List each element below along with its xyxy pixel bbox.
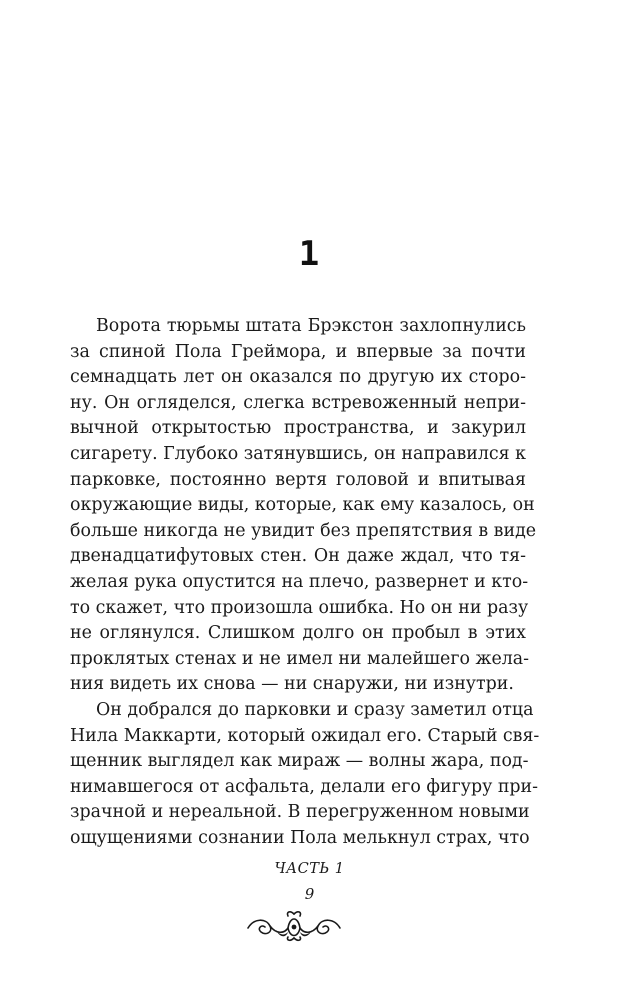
flourish-ornament-icon <box>246 908 342 944</box>
text-line: окружающие виды, которые, как ему казалось, он <box>70 495 535 516</box>
text-line: вычной открытостью пространства, и закурил <box>70 418 526 439</box>
chapter-text <box>70 314 540 851</box>
text-line: за спиной Пола Греймора, и впервые за почти <box>70 341 526 362</box>
text-line: ния видеть их снова — ни снаружи, ни изнутри. <box>70 674 514 695</box>
text-line: больше никогда не увидит без препятствия в виде <box>70 520 537 541</box>
text-line: желая рука опустится на плечо, развернет и кто- <box>70 571 529 592</box>
page-number: 9 <box>304 885 315 903</box>
text-line: Нила Маккарти, который ожидал его. Старый свя- <box>70 725 540 746</box>
text-line: щенник выглядел как мираж — волны жара, под- <box>70 751 529 772</box>
text-line: семнадцать лет он оказался по другую их сторо- <box>70 367 526 388</box>
text-line: то скажет, что произошла ошибка. Но он ни разу <box>70 597 529 618</box>
chapter-number: 1 <box>298 234 321 274</box>
text-line: сигарету. Глубоко затянувшись, он направился к <box>70 443 527 464</box>
text-line: нимавшегося от асфальта, делали его фигуру при- <box>70 776 539 797</box>
text-line: парковке, постоянно вертя головой и впитывая <box>70 469 526 490</box>
text-line: ну. Он огляделся, слегка встревоженный непри- <box>70 392 526 413</box>
text-line: Он добрался до парковки и сразу заметил отца <box>96 699 534 720</box>
text-line: зрачной и нереальной. В перегруженном новыми <box>70 802 530 823</box>
text-line: ощущениями сознании Пола мелькнул страх, что <box>70 827 530 848</box>
running-footer: ЧАСТЬ 1 <box>274 861 345 877</box>
text-line: проклятых стенах и не имел ни малейшего жела- <box>70 648 530 669</box>
text-line: Ворота тюрьмы штата Брэкстон захлопнулись <box>96 316 526 336</box>
text-line: не оглянулся. Слишком долго он пробыл в этих <box>70 623 526 644</box>
text-line: двенадцатифутовых стен. Он даже ждал, что тя- <box>70 546 526 567</box>
